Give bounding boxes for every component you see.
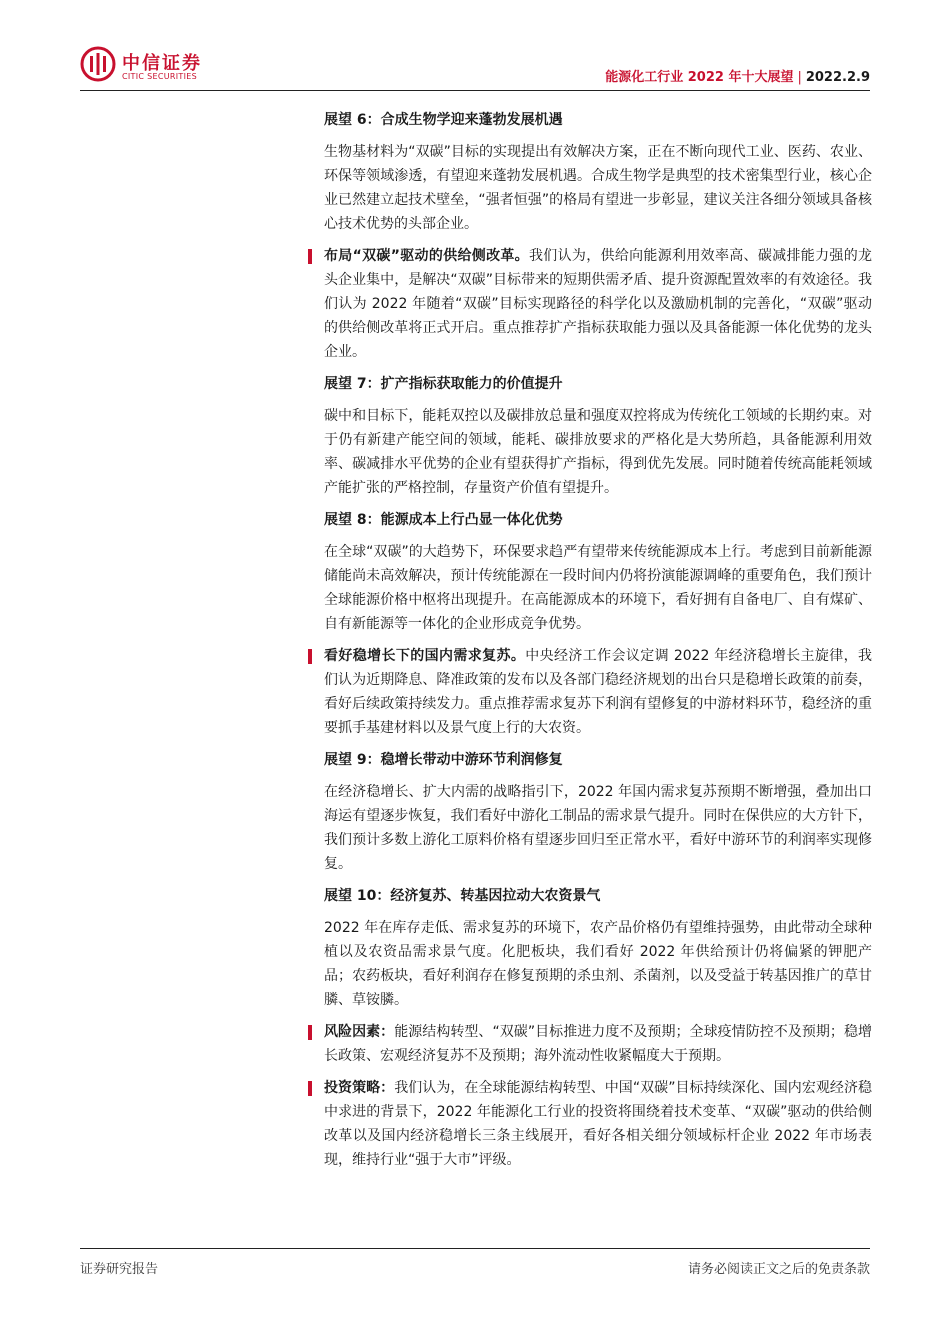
key-point-text: 我们认为，在全球能源结构转型、中国“双碳”目标持续深化、国内宏观经济稳中求进的背景下，2022 年能源化工行业的投资将围绕着技术变革、“双碳”驱动的供给侧改革以及国内经济稳增长三条主线展开，看好各相关细分领域标杆企业 2022 年市场表现，维持行业“强于大市”评级。 xyxy=(324,1080,873,1168)
footer-disclaimer: 请务必阅读正文之后的免责条款 xyxy=(687,1262,870,1277)
report-body xyxy=(324,108,872,1180)
body-paragraph: 碳中和目标下，能耗双控以及碳排放总量和强度双控将成为传统化工领域的长期约束。对于仍有新建产能空间的领域，能耗、碳排放要求的严格化是大势所趋，具备能源利用效率、碳减排水平优势的企业有望获得扩产指标，得到优先发展。同时随着传统高能耗领域产能扩张的严格控制，存量资产价值有望提升。 xyxy=(324,408,872,496)
outlook-heading: 展望 6：合成生物学迎来蓬勃发展机遇 xyxy=(324,112,563,128)
logo-name: 中信证券 xyxy=(122,53,202,74)
bullet-marker-icon xyxy=(308,249,312,264)
body-paragraph: 2022 年在库存走低、需求复苏的环境下，农产品价格仍有望维持强势，由此带动全球种植以及农资品需求景气度。化肥板块，我们看好 2022 年供给预计仍将偏紧的钾肥产品；农药板块，看好利润存在修复预期的杀虫剂、杀菌剂，以及受益于转基因推广的草甘膦、草铵膦。 xyxy=(324,920,872,1008)
key-point-paragraph xyxy=(324,1076,872,1172)
outlook-heading: 展望 9：稳增长带动中游环节利润修复 xyxy=(324,752,563,768)
citic-emblem-icon xyxy=(80,46,116,82)
body-paragraph: 在经济稳增长、扩大内需的战略指引下，2022 年国内需求复苏预期不断增强，叠加出口海运有望逐步恢复，我们看好中游化工制品的需求景气提升。同时在保供应的大方针下，我们预计多数上游化工原料价格有望逐步回归至正常水平，看好中游环节的利润率实现修复。 xyxy=(324,784,872,872)
key-point-lead: 布局“双碳”驱动的供给侧改革。 xyxy=(324,248,529,264)
footer-label: 证券研究报告 xyxy=(80,1262,159,1277)
bullet-marker-icon xyxy=(308,1081,312,1096)
key-point-lead: 风险因素： xyxy=(324,1024,395,1040)
body-paragraph: 在全球“双碳”的大趋势下，环保要求趋严有望带来传统能源成本上行。考虑到目前新能源储能尚未高效解决，预计传统能源在一段时间内仍将扮演能源调峰的重要角色，我们预计全球能源价格中枢将出现提升。在高能源成本的环境下，看好拥有自备电厂、自有煤矿、自有新能源等一体化的企业形成竞争优势。 xyxy=(324,544,872,632)
bullet-marker-icon xyxy=(308,1025,312,1040)
key-point-lead: 投资策略： xyxy=(324,1080,395,1096)
key-point-paragraph xyxy=(324,1020,872,1068)
logo-subtitle: CITIC SECURITIES xyxy=(122,72,197,81)
header-rule xyxy=(80,90,870,91)
footer-rule xyxy=(80,1248,870,1249)
header-separator: | xyxy=(797,70,802,85)
report-header xyxy=(605,66,870,85)
key-point-paragraph xyxy=(324,244,872,364)
outlook-heading: 展望 8：能源成本上行凸显一体化优势 xyxy=(324,512,563,528)
body-paragraph: 生物基材料为“双碳”目标的实现提出有效解决方案，正在不断向现代工业、医药、农业、环保等领域渗透，有望迎来蓬勃发展机遇。合成生物学是典型的技术密集型行业，核心企业已然建立起技术壁垒，“强者恒强”的格局有望进一步彰显，建议关注各细分领域具备核心技术优势的头部企业。 xyxy=(324,144,872,232)
report-title: 能源化工行业 2022 年十大展望 xyxy=(605,70,794,85)
company-logo xyxy=(80,46,260,86)
outlook-heading: 展望 10：经济复苏、转基因拉动大农资景气 xyxy=(324,888,601,904)
key-point-text: 能源结构转型、“双碳”目标推进力度不及预期；全球疫情防控不及预期；稳增长政策、宏观经济复苏不及预期；海外流动性收紧幅度大于预期。 xyxy=(324,1024,873,1064)
outlook-heading: 展望 7：扩产指标获取能力的价值提升 xyxy=(324,376,563,392)
key-point-text: 中央经济工作会议定调 2022 年经济稳增长主旋律，我们认为近期降息、降准政策的发布以及各部门稳经济规划的出台只是稳增长政策的前奏，看好后续政策持续发力。重点推荐需求复苏下利润有望修复的中游材料环节，稳经济的重要抓手基建材料以及景气度上行的大农资。 xyxy=(324,648,873,736)
key-point-lead: 看好稳增长下的国内需求复苏。 xyxy=(324,648,526,664)
bullet-marker-icon xyxy=(308,649,312,664)
key-point-text: 我们认为，供给向能源利用效率高、碳减排能力强的龙头企业集中，是解决“双碳”目标带来的短期供需矛盾、提升资源配置效率的有效途径。我们认为 2022 年随着“双碳”目标实现路径的科学化以及激励机制的完善化，“双碳”驱动的供给侧改革将正式开启。重点推荐扩产指标获取能力强以及具备能源一体化优势的龙头企业。 xyxy=(324,248,873,360)
report-date: 2022.2.9 xyxy=(805,70,870,85)
key-point-paragraph xyxy=(324,644,872,740)
